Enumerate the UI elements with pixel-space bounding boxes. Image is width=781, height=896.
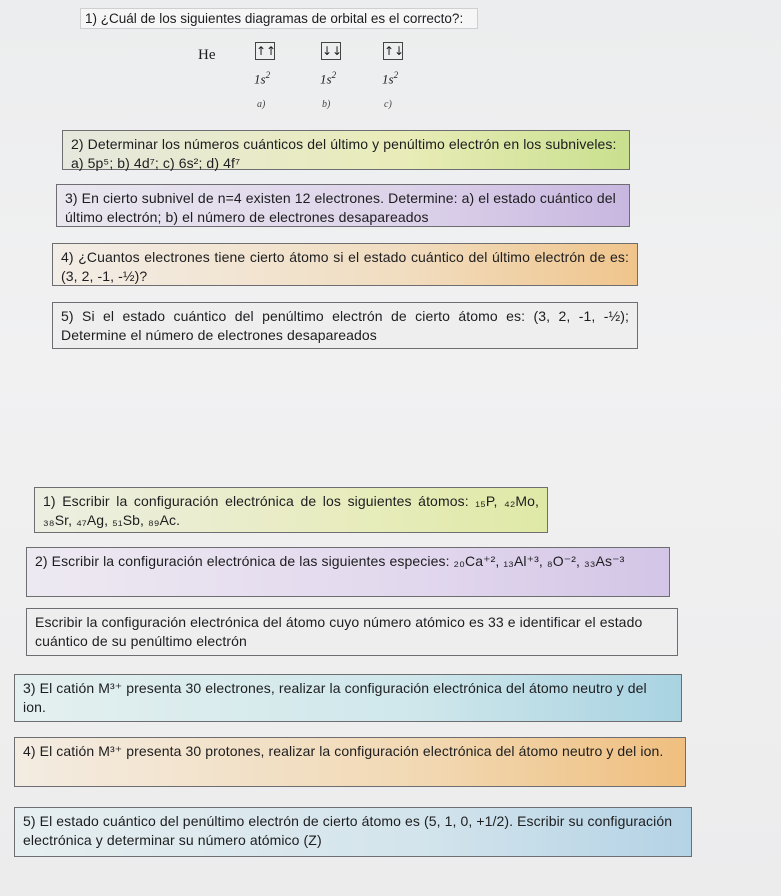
- config-box-3: Escribir la configuración electrónica del átomo cuyo número atómico es 33 e identificar el estado cuántico de su penúltimo electrón: [26, 608, 678, 656]
- option-label-a: a): [257, 99, 266, 110]
- question-box-5: 5) Si el estado cuántico del penúltimo electrón de cierto átomo es: (3, 2, -1, -½); Determine el número de electrones desapareados: [52, 302, 638, 349]
- question-box-3: 3) En cierto subnivel de n=4 existen 12 electrones. Determine: a) el estado cuántico del último electrón; b) el número de electrones desapareados: [56, 184, 630, 227]
- orbital-box-a: ↑↑: [256, 44, 277, 58]
- config-box-4: 3) El catión M³⁺ presenta 30 electrones, realizar la configuración electrónica del átomo neutro y del ion.: [14, 674, 682, 722]
- config-box-5: 4) El catión M³⁺ presenta 30 protones, realizar la configuración electrónica del átomo neutro y del ion.: [14, 737, 686, 787]
- config-box-2: 2) Escribir la configuración electrónica de las siguientes especies: ₂₀Ca⁺², ₁₃Al⁺³, ₈O⁻², ₃₃As⁻³: [26, 547, 670, 597]
- orbital-label-c: $1s^2$: [382, 70, 399, 87]
- orbital-label-a: $1s^2$: [254, 70, 271, 87]
- option-label-c: c): [384, 99, 392, 110]
- orbital-label-b: $1s^2$: [320, 70, 337, 87]
- orbital-box-c: ↑↓: [384, 44, 405, 58]
- element-label: He: [198, 47, 216, 63]
- question-1-title: 1) ¿Cuál de los siguientes diagramas de orbital es el correcto?:: [80, 8, 478, 29]
- config-box-6: 5) El estado cuántico del penúltimo electrón de cierto átomo es (5, 1, 0, +1/2). Escribir su configuración electrónica y determinar su número atómico (Z): [14, 807, 692, 857]
- question-box-4: 4) ¿Cuantos electrones tiene cierto átomo si el estado cuántico del último electrón de es: (3, 2, -1, -½)?: [52, 243, 638, 286]
- question-box-2: 2) Determinar los números cuánticos del último y penúltimo electrón en los subniveles: a) 5p⁵; b) 4d⁷; c) 6s²; d) 4f⁷: [62, 130, 630, 170]
- option-label-b: b): [322, 99, 331, 110]
- orbital-box-b: ↓↓: [322, 44, 343, 58]
- config-box-1: 1) Escribir la configuración electrónica de los siguientes átomos: ₁₅P, ₄₂Mo, ₃₈Sr, ₄₇Ag, ₅₁Sb, ₈₉Ac.: [34, 487, 548, 533]
